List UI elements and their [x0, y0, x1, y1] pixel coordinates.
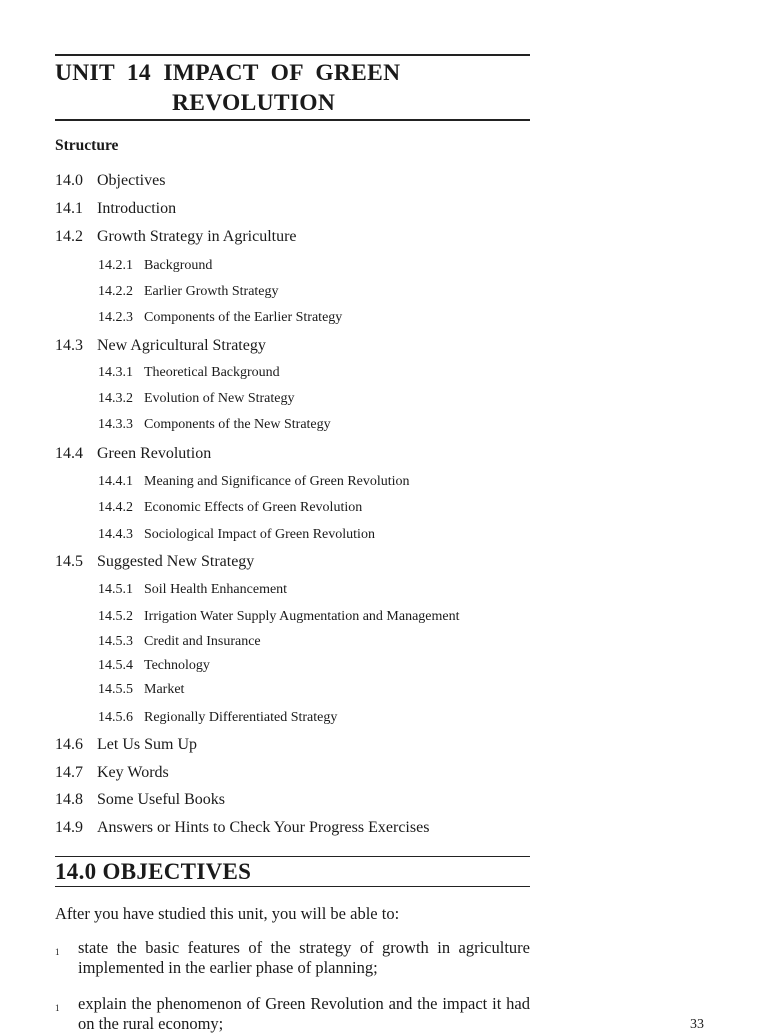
toc-item-number: 14.5.3 [98, 634, 133, 649]
toc-item-number: 14.7 [55, 764, 83, 781]
toc-item-number: 14.3.2 [98, 391, 133, 406]
toc-item-number: 14.4.2 [98, 500, 133, 515]
toc-item-label: Evolution of New Strategy [144, 391, 295, 406]
toc-subsection-item [98, 417, 331, 433]
toc-item-label: Earlier Growth Strategy [144, 284, 279, 299]
toc-subsection-item [98, 365, 280, 381]
toc-item-number: 14.2.3 [98, 310, 133, 325]
toc-subsection-item [98, 658, 210, 674]
objective-bullet [55, 938, 530, 978]
toc-item-label: Credit and Insurance [144, 634, 261, 649]
toc-item-label: Technology [144, 658, 210, 673]
toc-item-label: Irrigation Water Supply Augmentation and Management [144, 609, 460, 624]
title-bottom-rule [55, 119, 530, 121]
page-number: 33 [690, 1017, 704, 1032]
unit-title [55, 58, 530, 118]
toc-item-label: Green Revolution [97, 445, 212, 462]
toc-subsection-item [98, 500, 362, 516]
unit-title-line-2: REVOLUTION [172, 90, 336, 116]
toc-item-number: 14.5.1 [98, 582, 133, 597]
objectives-top-rule [55, 856, 530, 857]
toc-item-label: Let Us Sum Up [97, 736, 197, 753]
toc-item-label: Meaning and Significance of Green Revolution [144, 474, 410, 489]
toc-section-item [55, 445, 211, 463]
toc-item-number: 14.5 [55, 553, 83, 570]
toc-section-item [55, 337, 266, 355]
objectives-bottom-rule [55, 886, 530, 887]
title-top-rule [55, 54, 530, 56]
toc-item-label: Answers or Hints to Check Your Progress Exercises [97, 819, 430, 836]
toc-item-label: Components of the Earlier Strategy [144, 310, 343, 325]
toc-item-label: Suggested New Strategy [97, 553, 255, 570]
toc-section-item [55, 172, 165, 190]
toc-item-label: Regionally Differentiated Strategy [144, 710, 338, 725]
toc-item-number: 14.5.2 [98, 609, 133, 624]
toc-item-number: 14.8 [55, 791, 83, 808]
toc-item-number: 14.4.1 [98, 474, 133, 489]
toc-item-number: 14.5.4 [98, 658, 133, 673]
objective-text: state the basic features of the strategy of growth in agriculture implemented in the earlier phase of planning; [78, 938, 530, 977]
structure-label: Structure [55, 137, 119, 154]
objective-bullet [55, 994, 530, 1034]
toc-item-label: Introduction [97, 200, 177, 217]
toc-subsection-item [98, 391, 294, 407]
toc-item-label: Key Words [97, 764, 169, 781]
toc-subsection-item [98, 682, 184, 698]
toc-item-number: 14.5.6 [98, 710, 133, 725]
toc-item-label: New Agricultural Strategy [97, 337, 266, 354]
toc-item-label: Sociological Impact of Green Revolution [144, 527, 375, 542]
toc-item-label: Some Useful Books [97, 791, 225, 808]
toc-item-number: 14.2.2 [98, 284, 133, 299]
toc-item-number: 14.4 [55, 445, 83, 462]
toc-subsection-item [98, 634, 261, 650]
toc-subsection-item [98, 310, 342, 326]
toc-item-label: Growth Strategy in Agriculture [97, 228, 297, 245]
bullet-mark: 1 [55, 947, 60, 957]
toc-item-number: 14.1 [55, 200, 83, 217]
toc-item-label: Soil Health Enhancement [144, 582, 288, 597]
toc-section-item [55, 764, 169, 782]
toc-subsection-item [98, 710, 337, 726]
toc-item-number: 14.9 [55, 819, 83, 836]
toc-item-number: 14.3.1 [98, 365, 133, 380]
toc-subsection-item [98, 609, 460, 625]
toc-section-item [55, 791, 225, 809]
toc-section-item [55, 736, 197, 754]
toc-item-number: 14.4.3 [98, 527, 133, 542]
toc-item-label: Theoretical Background [144, 365, 280, 380]
objectives-intro: After you have studied this unit, you will be able to: [55, 904, 400, 923]
toc-item-number: 14.3.3 [98, 417, 133, 432]
toc-item-label: Objectives [97, 172, 166, 189]
toc-section-item [55, 200, 176, 218]
objective-text: explain the phenomenon of Green Revolution and the impact it had on the rural economy; [78, 994, 530, 1033]
toc-item-label: Components of the New Strategy [144, 417, 331, 432]
toc-item-number: 14.3 [55, 337, 83, 354]
toc-item-label: Market [144, 682, 185, 697]
toc-subsection-item [98, 582, 287, 598]
toc-subsection-item [98, 527, 375, 543]
objectives-heading: 14.0 OBJECTIVES [55, 859, 252, 884]
toc-item-number: 14.0 [55, 172, 83, 189]
toc-item-label: Background [144, 258, 213, 273]
toc-section-item [55, 228, 297, 246]
bullet-mark: 1 [55, 1003, 60, 1013]
toc-item-number: 14.2 [55, 228, 83, 245]
toc-subsection-item [98, 474, 410, 490]
toc-section-item [55, 819, 429, 837]
toc-subsection-item [98, 258, 212, 274]
unit-title-line-1: UNIT 14 IMPACT OF GREEN [55, 60, 401, 86]
toc-item-number: 14.2.1 [98, 258, 133, 273]
toc-subsection-item [98, 284, 279, 300]
toc-section-item [55, 553, 254, 571]
toc-item-label: Economic Effects of Green Revolution [144, 500, 363, 515]
toc-item-number: 14.6 [55, 736, 83, 753]
toc-item-number: 14.5.5 [98, 682, 133, 697]
